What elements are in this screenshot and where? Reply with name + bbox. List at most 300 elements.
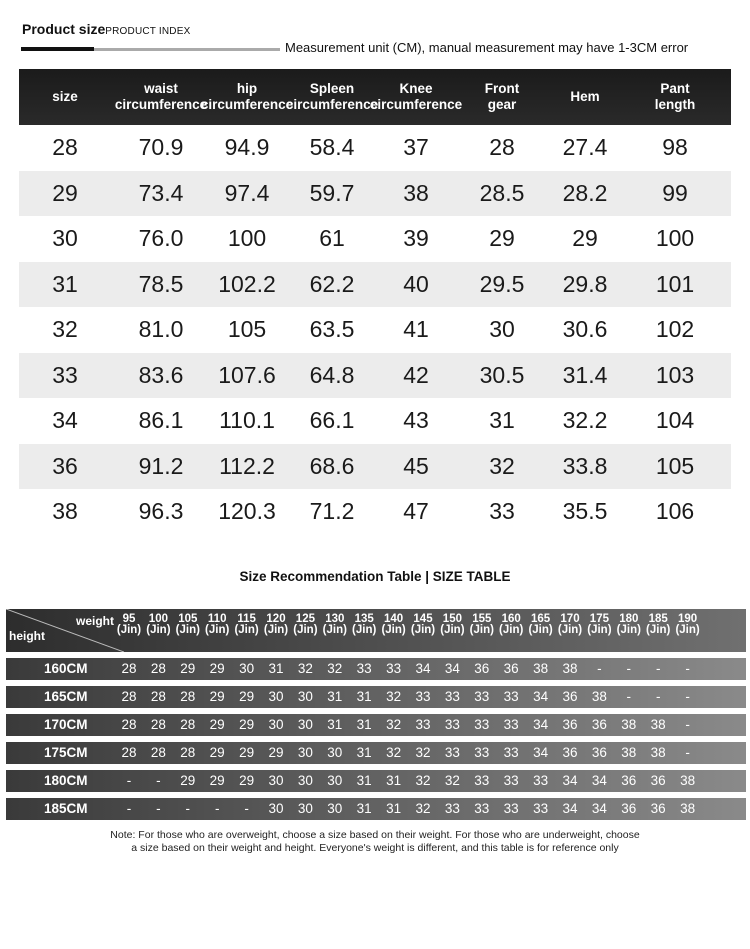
size-cell: 33 xyxy=(444,801,460,816)
table-row xyxy=(6,714,746,736)
size-cell: 29 xyxy=(268,745,284,760)
weight-column-header xyxy=(379,614,409,636)
weight-unit: (Jin) xyxy=(587,624,612,636)
size-cell: - xyxy=(626,689,632,704)
weight-value: 140 xyxy=(384,613,404,625)
size-cell: 32 xyxy=(386,717,402,732)
weight-unit: (Jin) xyxy=(675,624,700,636)
table-cell: 105 xyxy=(655,452,695,479)
size-cell: 36 xyxy=(591,745,607,760)
size-cell: 33 xyxy=(474,801,490,816)
size-cell: 30 xyxy=(297,801,313,816)
weight-unit: (Jin) xyxy=(293,624,318,636)
table-cell: 106 xyxy=(655,498,695,525)
size-cell: 36 xyxy=(591,717,607,732)
recommendation-table xyxy=(6,609,746,820)
weight-unit: (Jin) xyxy=(410,624,436,636)
column-header xyxy=(455,69,550,125)
table-cell: 102 xyxy=(655,316,695,343)
size-cell: 36 xyxy=(562,689,578,704)
table-cell: 29.8 xyxy=(562,270,608,297)
size-cell: 29 xyxy=(209,661,225,676)
size-cell: 28 xyxy=(180,689,196,704)
table-cell: 107.6 xyxy=(218,361,276,388)
size-cell: 28 xyxy=(121,689,137,704)
weight-unit: (Jin) xyxy=(234,624,259,636)
weight-value: 175 xyxy=(589,613,609,625)
size-table-header xyxy=(19,69,731,125)
weight-unit: (Jin) xyxy=(499,624,524,636)
size-cell: - xyxy=(126,773,132,788)
size-cell: 33 xyxy=(503,717,519,732)
column-header xyxy=(369,69,464,125)
table-row xyxy=(19,489,731,535)
weight-column-header xyxy=(261,614,291,636)
table-cell: 34 xyxy=(52,407,78,434)
footnote xyxy=(0,829,750,855)
size-cell: 28 xyxy=(121,661,137,676)
table-cell: 29 xyxy=(572,225,598,252)
table-cell: 32 xyxy=(52,316,78,343)
size-cell: 36 xyxy=(562,717,578,732)
size-cell: 30 xyxy=(239,661,255,676)
size-cell: 28 xyxy=(150,689,166,704)
size-cell: 28 xyxy=(150,717,166,732)
size-cell: 30 xyxy=(327,801,343,816)
size-cell: 28 xyxy=(150,661,166,676)
table-cell: 30.5 xyxy=(479,361,525,388)
table-cell: 45 xyxy=(403,452,429,479)
size-cell: 33 xyxy=(444,717,460,732)
size-cell: 31 xyxy=(268,661,284,676)
column-header-line: Hem xyxy=(570,89,600,104)
table-cell: 40 xyxy=(403,270,429,297)
weight-unit: (Jin) xyxy=(263,624,289,636)
size-cell: 36 xyxy=(562,745,578,760)
table-cell: 41 xyxy=(403,316,429,343)
size-cell: - xyxy=(685,661,690,676)
table-cell: 35.5 xyxy=(562,498,608,525)
table-row xyxy=(19,353,731,399)
table-cell: 38 xyxy=(403,179,429,206)
table-cell: 100 xyxy=(655,225,695,252)
size-cell: 31 xyxy=(356,717,372,732)
table-row xyxy=(19,125,731,171)
column-header-line: size xyxy=(52,89,78,104)
table-cell: 28.5 xyxy=(479,179,525,206)
weight-value: 100 xyxy=(148,613,168,625)
footnote-line: Note: For those who are overweight, choose a size based on their weight. For those who are underweight, choose xyxy=(110,829,640,841)
height-label: 170CM xyxy=(44,717,88,732)
weight-unit: (Jin) xyxy=(469,624,494,636)
size-cell: 29 xyxy=(180,773,196,788)
weight-column-header xyxy=(320,614,350,636)
size-cell: 28 xyxy=(121,745,137,760)
column-header-line: Knee xyxy=(399,81,433,96)
size-cell: 38 xyxy=(650,745,666,760)
size-cell: - xyxy=(156,801,161,816)
size-cell: 38 xyxy=(680,801,696,816)
size-cell: 34 xyxy=(591,773,607,788)
weight-unit: (Jin) xyxy=(646,624,671,636)
weight-unit: (Jin) xyxy=(322,624,347,636)
weight-value: 95 xyxy=(122,613,136,625)
weight-column-header xyxy=(584,614,614,636)
table-cell: 32 xyxy=(489,452,515,479)
size-cell: 31 xyxy=(327,689,343,704)
table-cell: 105 xyxy=(227,316,267,343)
size-cell: 30 xyxy=(268,689,284,704)
column-header-line: Pant xyxy=(660,81,690,96)
table-row xyxy=(19,398,731,444)
weight-value: 110 xyxy=(207,613,227,625)
weight-value: 180 xyxy=(619,613,639,625)
size-cell: 30 xyxy=(268,717,284,732)
weight-value: 125 xyxy=(295,613,315,625)
size-cell: 29 xyxy=(239,689,255,704)
size-cell: 36 xyxy=(650,801,666,816)
column-header-line: circumference xyxy=(114,97,208,112)
table-cell: 30 xyxy=(52,225,78,252)
size-cell: 32 xyxy=(415,773,431,788)
title-text: Product size xyxy=(22,21,106,37)
size-cell: 33 xyxy=(503,773,519,788)
table-cell: 31 xyxy=(52,270,78,297)
table-cell: 83.6 xyxy=(138,361,184,388)
size-cell: 32 xyxy=(386,689,402,704)
table-cell: 29 xyxy=(52,179,78,206)
table-cell: 33 xyxy=(489,498,515,525)
table-row xyxy=(6,742,746,764)
table-cell: 91.2 xyxy=(138,452,184,479)
size-cell: 33 xyxy=(533,801,549,816)
table-cell: 36 xyxy=(52,452,78,479)
table-cell: 43 xyxy=(403,407,429,434)
weight-column-header xyxy=(143,614,173,636)
weight-unit: (Jin) xyxy=(352,624,377,636)
size-cell: 28 xyxy=(150,745,166,760)
weight-unit: (Jin) xyxy=(381,624,406,636)
weight-value: 165 xyxy=(531,613,551,625)
height-label: 180CM xyxy=(44,773,88,788)
table-cell: 29 xyxy=(489,225,515,252)
size-cell: 31 xyxy=(356,745,372,760)
size-cell: 28 xyxy=(121,717,137,732)
weight-column-header xyxy=(526,614,556,636)
weight-value: 190 xyxy=(678,613,698,625)
size-cell: 34 xyxy=(415,661,431,676)
size-cell: - xyxy=(655,661,661,676)
size-cell: 32 xyxy=(444,773,460,788)
weight-column-header xyxy=(555,614,585,636)
size-cell: 29 xyxy=(209,717,225,732)
size-cell: 30 xyxy=(297,745,313,760)
column-header xyxy=(630,69,720,125)
table-cell: 86.1 xyxy=(138,407,184,434)
weight-column-header xyxy=(173,614,203,636)
size-cell: 31 xyxy=(386,773,402,788)
table-cell: 37 xyxy=(403,134,429,161)
size-cell: 33 xyxy=(474,689,490,704)
size-cell: 33 xyxy=(474,773,490,788)
table-cell: 112.2 xyxy=(219,452,275,479)
size-cell: 30 xyxy=(268,801,284,816)
size-cell: 31 xyxy=(356,773,372,788)
size-cell: 30 xyxy=(268,773,284,788)
table-cell: 70.9 xyxy=(138,134,184,161)
column-header-line: circumference xyxy=(285,97,379,112)
size-cell: 29 xyxy=(239,745,255,760)
size-cell: 28 xyxy=(180,745,196,760)
weight-value: 115 xyxy=(237,613,256,625)
table-cell: 28 xyxy=(489,134,515,161)
table-row xyxy=(19,307,731,353)
table-cell: 30 xyxy=(489,316,515,343)
height-label: 175CM xyxy=(44,745,88,760)
column-header xyxy=(30,69,100,125)
weight-column-header xyxy=(408,614,438,636)
weight-unit: (Jin) xyxy=(205,624,230,636)
size-cell: 32 xyxy=(415,745,431,760)
table-cell: 110.1 xyxy=(219,407,275,434)
size-cell: 29 xyxy=(239,717,255,732)
table-cell: 32.2 xyxy=(562,407,608,434)
size-cell: 34 xyxy=(444,661,460,676)
weight-column-header xyxy=(290,614,320,636)
size-cell: 38 xyxy=(680,773,696,788)
table-cell: 68.6 xyxy=(309,452,355,479)
table-cell: 47 xyxy=(403,498,429,525)
table-cell: 58.4 xyxy=(309,134,355,161)
table-cell: 96.3 xyxy=(138,498,184,525)
size-cell: 33 xyxy=(474,717,490,732)
column-header xyxy=(200,69,295,125)
table-row xyxy=(6,658,746,680)
weight-value: 145 xyxy=(413,613,433,625)
table-cell: 27.4 xyxy=(562,134,608,161)
column-header xyxy=(114,69,209,125)
size-cell: 29 xyxy=(209,689,225,704)
size-cell: 33 xyxy=(444,745,460,760)
size-cell: 31 xyxy=(386,801,402,816)
table-cell: 31.4 xyxy=(562,361,608,388)
weight-value: 105 xyxy=(178,613,198,625)
weight-value: 120 xyxy=(266,613,286,625)
size-cell: 31 xyxy=(356,801,372,816)
column-header-line: length xyxy=(654,97,696,112)
size-cell: 30 xyxy=(297,717,313,732)
size-cell: - xyxy=(655,689,661,704)
column-header-line: Front xyxy=(484,81,520,96)
size-cell: 29 xyxy=(180,661,196,676)
size-cell: 33 xyxy=(415,689,431,704)
size-cell: 34 xyxy=(591,801,607,816)
table-cell: 94.9 xyxy=(224,134,270,161)
weight-unit: (Jin) xyxy=(175,624,200,636)
size-cell: 30 xyxy=(297,689,313,704)
weight-column-header xyxy=(467,614,497,636)
size-cell: 38 xyxy=(533,661,549,676)
table-cell: 61 xyxy=(319,225,345,252)
table-cell: 39 xyxy=(403,225,429,252)
size-cell: 33 xyxy=(415,717,431,732)
title-underline-accent xyxy=(21,47,94,51)
table-cell: 78.5 xyxy=(138,270,184,297)
weight-column-header xyxy=(437,614,467,636)
size-cell: - xyxy=(626,661,632,676)
table-row xyxy=(19,216,731,262)
size-cell: - xyxy=(214,801,220,816)
size-cell: 33 xyxy=(503,801,519,816)
table-row xyxy=(6,770,746,792)
table-cell: 97.4 xyxy=(224,179,270,206)
size-cell: 29 xyxy=(239,773,255,788)
table-cell: 63.5 xyxy=(309,316,355,343)
weight-value: 130 xyxy=(325,613,345,625)
height-label: 185CM xyxy=(44,801,88,816)
weight-column-header xyxy=(643,614,673,636)
weight-unit: (Jin) xyxy=(116,624,142,636)
column-header xyxy=(285,69,380,125)
table-cell: 30.6 xyxy=(562,316,608,343)
size-cell: 34 xyxy=(562,801,578,816)
table-cell: 81.0 xyxy=(138,316,184,343)
column-header-line: circumference xyxy=(200,97,294,112)
size-cell: - xyxy=(126,801,132,816)
weight-unit: (Jin) xyxy=(616,624,641,636)
size-cell: 28 xyxy=(180,717,196,732)
table-cell: 38 xyxy=(52,498,78,525)
height-label: 165CM xyxy=(44,689,88,704)
table-row xyxy=(19,444,731,490)
size-cell: 38 xyxy=(621,745,637,760)
table-cell: 59.7 xyxy=(309,179,355,206)
size-cell: 38 xyxy=(591,689,607,704)
size-cell: 33 xyxy=(474,745,490,760)
table-cell: 28 xyxy=(52,134,78,161)
column-header-line: hip xyxy=(236,81,258,96)
height-axis-label: height xyxy=(9,629,45,643)
column-header-line: Spleen xyxy=(309,81,355,96)
recommendation-header xyxy=(6,609,746,652)
table-row xyxy=(6,686,746,708)
size-cell: 32 xyxy=(386,745,402,760)
size-cell: - xyxy=(185,801,191,816)
table-cell: 101 xyxy=(655,270,695,297)
table-cell: 28.2 xyxy=(562,179,608,206)
column-header-line: circumference xyxy=(369,97,463,112)
weight-column-header xyxy=(232,614,262,636)
table-cell: 71.2 xyxy=(309,498,355,525)
weight-column-header xyxy=(202,614,232,636)
table-cell: 62.2 xyxy=(309,270,355,297)
page-title xyxy=(22,21,190,37)
size-cell: 34 xyxy=(533,745,549,760)
title-subtitle: PRODUCT INDEX xyxy=(105,26,191,37)
size-cell: 36 xyxy=(503,661,519,676)
table-cell: 76.0 xyxy=(138,225,184,252)
size-cell: 36 xyxy=(474,661,490,676)
weight-value: 185 xyxy=(648,613,668,625)
measurement-note: Measurement unit (CM), manual measurement may have 1-3CM error xyxy=(285,40,689,55)
weight-unit: (Jin) xyxy=(146,624,171,636)
title-underline xyxy=(94,48,280,51)
table-row xyxy=(19,171,731,217)
column-header-line: waist xyxy=(144,81,178,96)
weight-column-header xyxy=(673,614,703,636)
size-cell: 34 xyxy=(562,773,578,788)
size-cell: 31 xyxy=(327,717,343,732)
table-cell: 103 xyxy=(655,361,695,388)
weight-value: 160 xyxy=(501,613,521,625)
size-cell: 29 xyxy=(209,773,225,788)
size-cell: 33 xyxy=(503,689,519,704)
size-cell: 38 xyxy=(650,717,666,732)
weight-value: 150 xyxy=(442,613,462,625)
size-cell: 32 xyxy=(297,661,313,676)
table-cell: 33 xyxy=(52,361,78,388)
weight-unit: (Jin) xyxy=(557,624,583,636)
size-cell: - xyxy=(685,745,690,760)
size-cell: 33 xyxy=(533,773,549,788)
table-cell: 99 xyxy=(662,179,688,206)
table-cell: 120.3 xyxy=(218,498,276,525)
weight-unit: (Jin) xyxy=(528,624,553,636)
table-cell: 102.2 xyxy=(218,270,276,297)
table-cell: 98 xyxy=(662,134,688,161)
table-cell: 100 xyxy=(227,225,267,252)
weight-value: 135 xyxy=(354,613,374,625)
weight-column-header xyxy=(114,614,144,636)
size-cell: 33 xyxy=(386,661,402,676)
table-cell: 104 xyxy=(655,407,695,434)
column-header-line: gear xyxy=(487,97,517,112)
table-row xyxy=(19,262,731,308)
size-cell: 29 xyxy=(209,745,225,760)
weight-unit: (Jin) xyxy=(440,624,465,636)
weight-column-header xyxy=(349,614,379,636)
table-cell: 31 xyxy=(489,407,515,434)
size-cell: 36 xyxy=(621,773,637,788)
weight-column-header xyxy=(614,614,644,636)
size-cell: 38 xyxy=(562,661,578,676)
recommendation-title: Size Recommendation Table | SIZE TABLE xyxy=(239,569,511,584)
size-cell: 31 xyxy=(356,689,372,704)
size-cell: 33 xyxy=(503,745,519,760)
size-cell: 33 xyxy=(356,661,372,676)
size-cell: 38 xyxy=(621,717,637,732)
table-cell: 33.8 xyxy=(562,452,608,479)
table-cell: 42 xyxy=(403,361,429,388)
size-cell: 32 xyxy=(415,801,431,816)
weight-value: 170 xyxy=(560,613,580,625)
size-cell: 34 xyxy=(533,689,549,704)
weight-axis-label: weight xyxy=(76,614,114,628)
size-cell: 30 xyxy=(327,745,343,760)
size-cell: 30 xyxy=(297,773,313,788)
size-cell: - xyxy=(156,773,161,788)
table-cell: 73.4 xyxy=(138,179,184,206)
size-cell: 36 xyxy=(650,773,666,788)
size-cell: 36 xyxy=(621,801,637,816)
column-header xyxy=(545,69,625,125)
size-cell: - xyxy=(685,717,690,732)
weight-value: 155 xyxy=(472,613,492,625)
footnote-line: a size based on their weight and height. Everyone's weight is different, and this table is for reference only xyxy=(131,842,619,854)
table-cell: 29.5 xyxy=(479,270,525,297)
size-table xyxy=(19,69,731,535)
size-cell: 33 xyxy=(444,689,460,704)
